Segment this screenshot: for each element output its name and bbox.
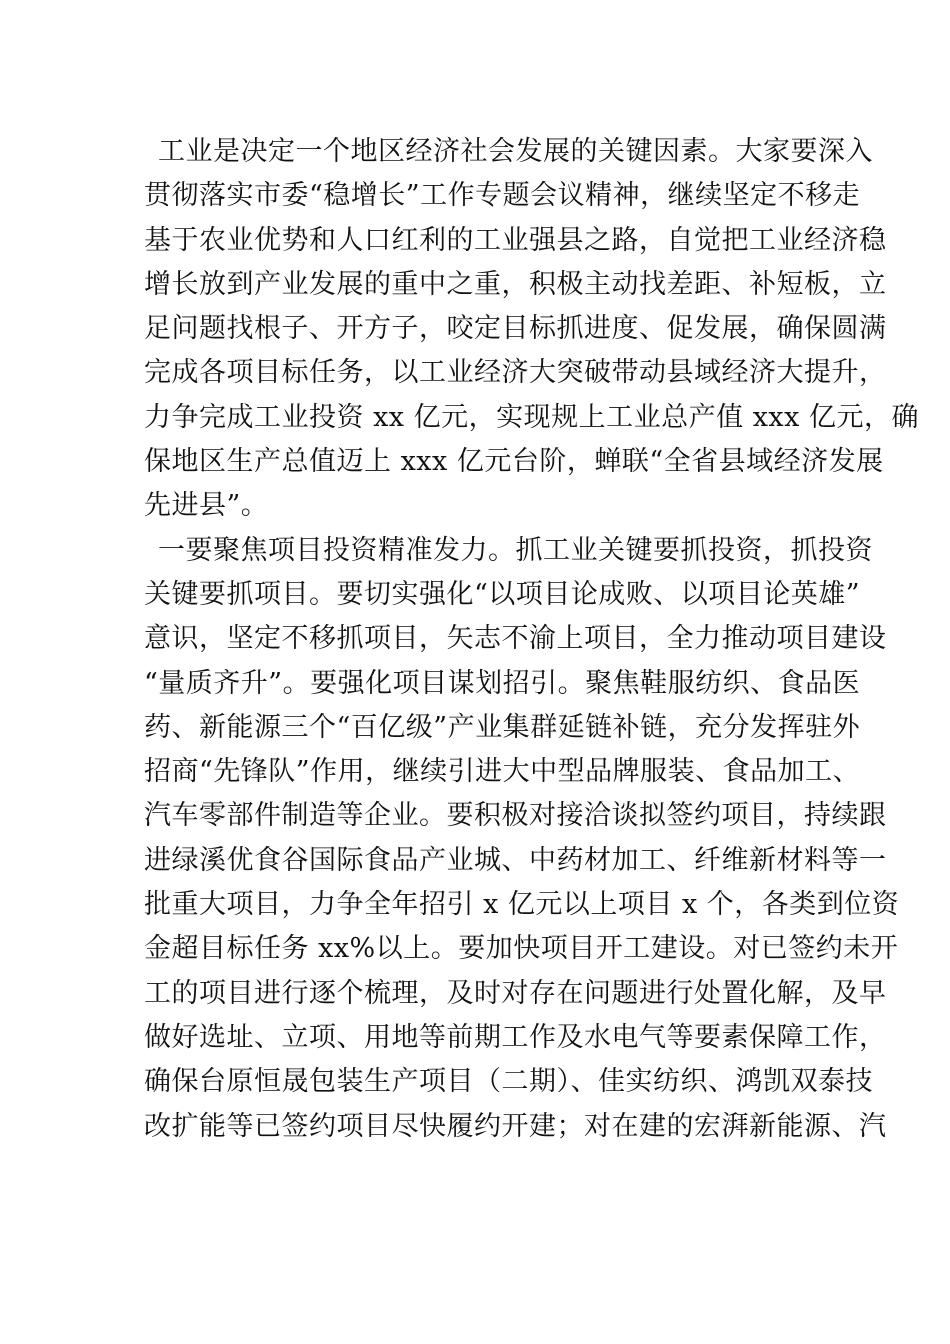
text-line: 足问题找根子、开方子，咬定目标抓进度、促发展，确保圆满 — [144, 313, 887, 345]
text-line: 汽车零部件制造等企业。要积极对接洽谈拟签约项目，持续跟 — [144, 800, 887, 832]
text-line: 贯彻落实市委“稳增长”工作专题会议精神，继续坚定不移走 — [144, 180, 861, 212]
text-line: “量质齐升”。要强化项目谋划招引。聚焦鞋服纺织、食品医 — [144, 667, 861, 699]
text-line: 金超目标任务 xx%以上。要加快项目开工建设。对已签约未开 — [144, 933, 899, 965]
text-line: 批重大项目，力争全年招引 x 亿元以上项目 x 个，各类到位资 — [144, 889, 900, 921]
text-line: 工业是决定一个地区经济社会发展的关键因素。大家要深入 — [158, 136, 873, 167]
text-line: 基于农业优势和人口红利的工业强县之路，自觉把工业经济稳 — [144, 224, 887, 256]
text-line: 力争完成工业投资 xx 亿元，实现规上工业总产值 xxx 亿元，确 — [144, 401, 919, 433]
paragraph-2 — [144, 529, 900, 1149]
text-line: 增长放到产业发展的重中之重，积极主动找差距、补短板，立 — [144, 268, 887, 300]
text-line: 进绿溪优食谷国际食品产业城、中药材加工、纤维新材料等一 — [144, 844, 887, 876]
text-line: 关键要抓项目。要切实强化“以项目论成败、以项目论英雄” — [144, 578, 861, 610]
text-line: 招商“先锋队”作用，继续引进大中型品牌服装、食品加工、 — [144, 756, 861, 788]
text-line: 改扩能等已签约项目尽快履约开建；对在建的宏湃新能源、汽 — [144, 1110, 887, 1142]
text-line: 一要聚焦项目投资精准发力。抓工业关键要抓投资，抓投资 — [158, 534, 873, 566]
text-line: 保地区生产总值迈上 xxx 亿元台阶，蝉联“全省县域经济发展 — [144, 446, 884, 478]
text-line: 工的项目进行逐个梳理，及时对存在问题进行处置化解，及早 — [144, 977, 887, 1009]
document-body — [144, 130, 919, 1149]
text-line: 完成各项目标任务，以工业经济大突破带动县域经济大提升， — [144, 357, 887, 389]
text-line: 先进县”。 — [144, 490, 269, 522]
paragraph-1 — [144, 130, 919, 529]
text-line: 做好选址、立项、用地等前期工作及水电气等要素保障工作， — [144, 1021, 887, 1053]
text-line: 药、新能源三个“百亿级”产业集群延链补链，充分发挥驻外 — [144, 711, 861, 743]
text-line: 确保台原恒晟包装生产项目（二期）、佳实纺织、鸿凯双泰技 — [144, 1066, 873, 1098]
text-line: 意识，坚定不移抓项目，矢志不渝上项目，全力推动项目建设 — [144, 623, 887, 655]
